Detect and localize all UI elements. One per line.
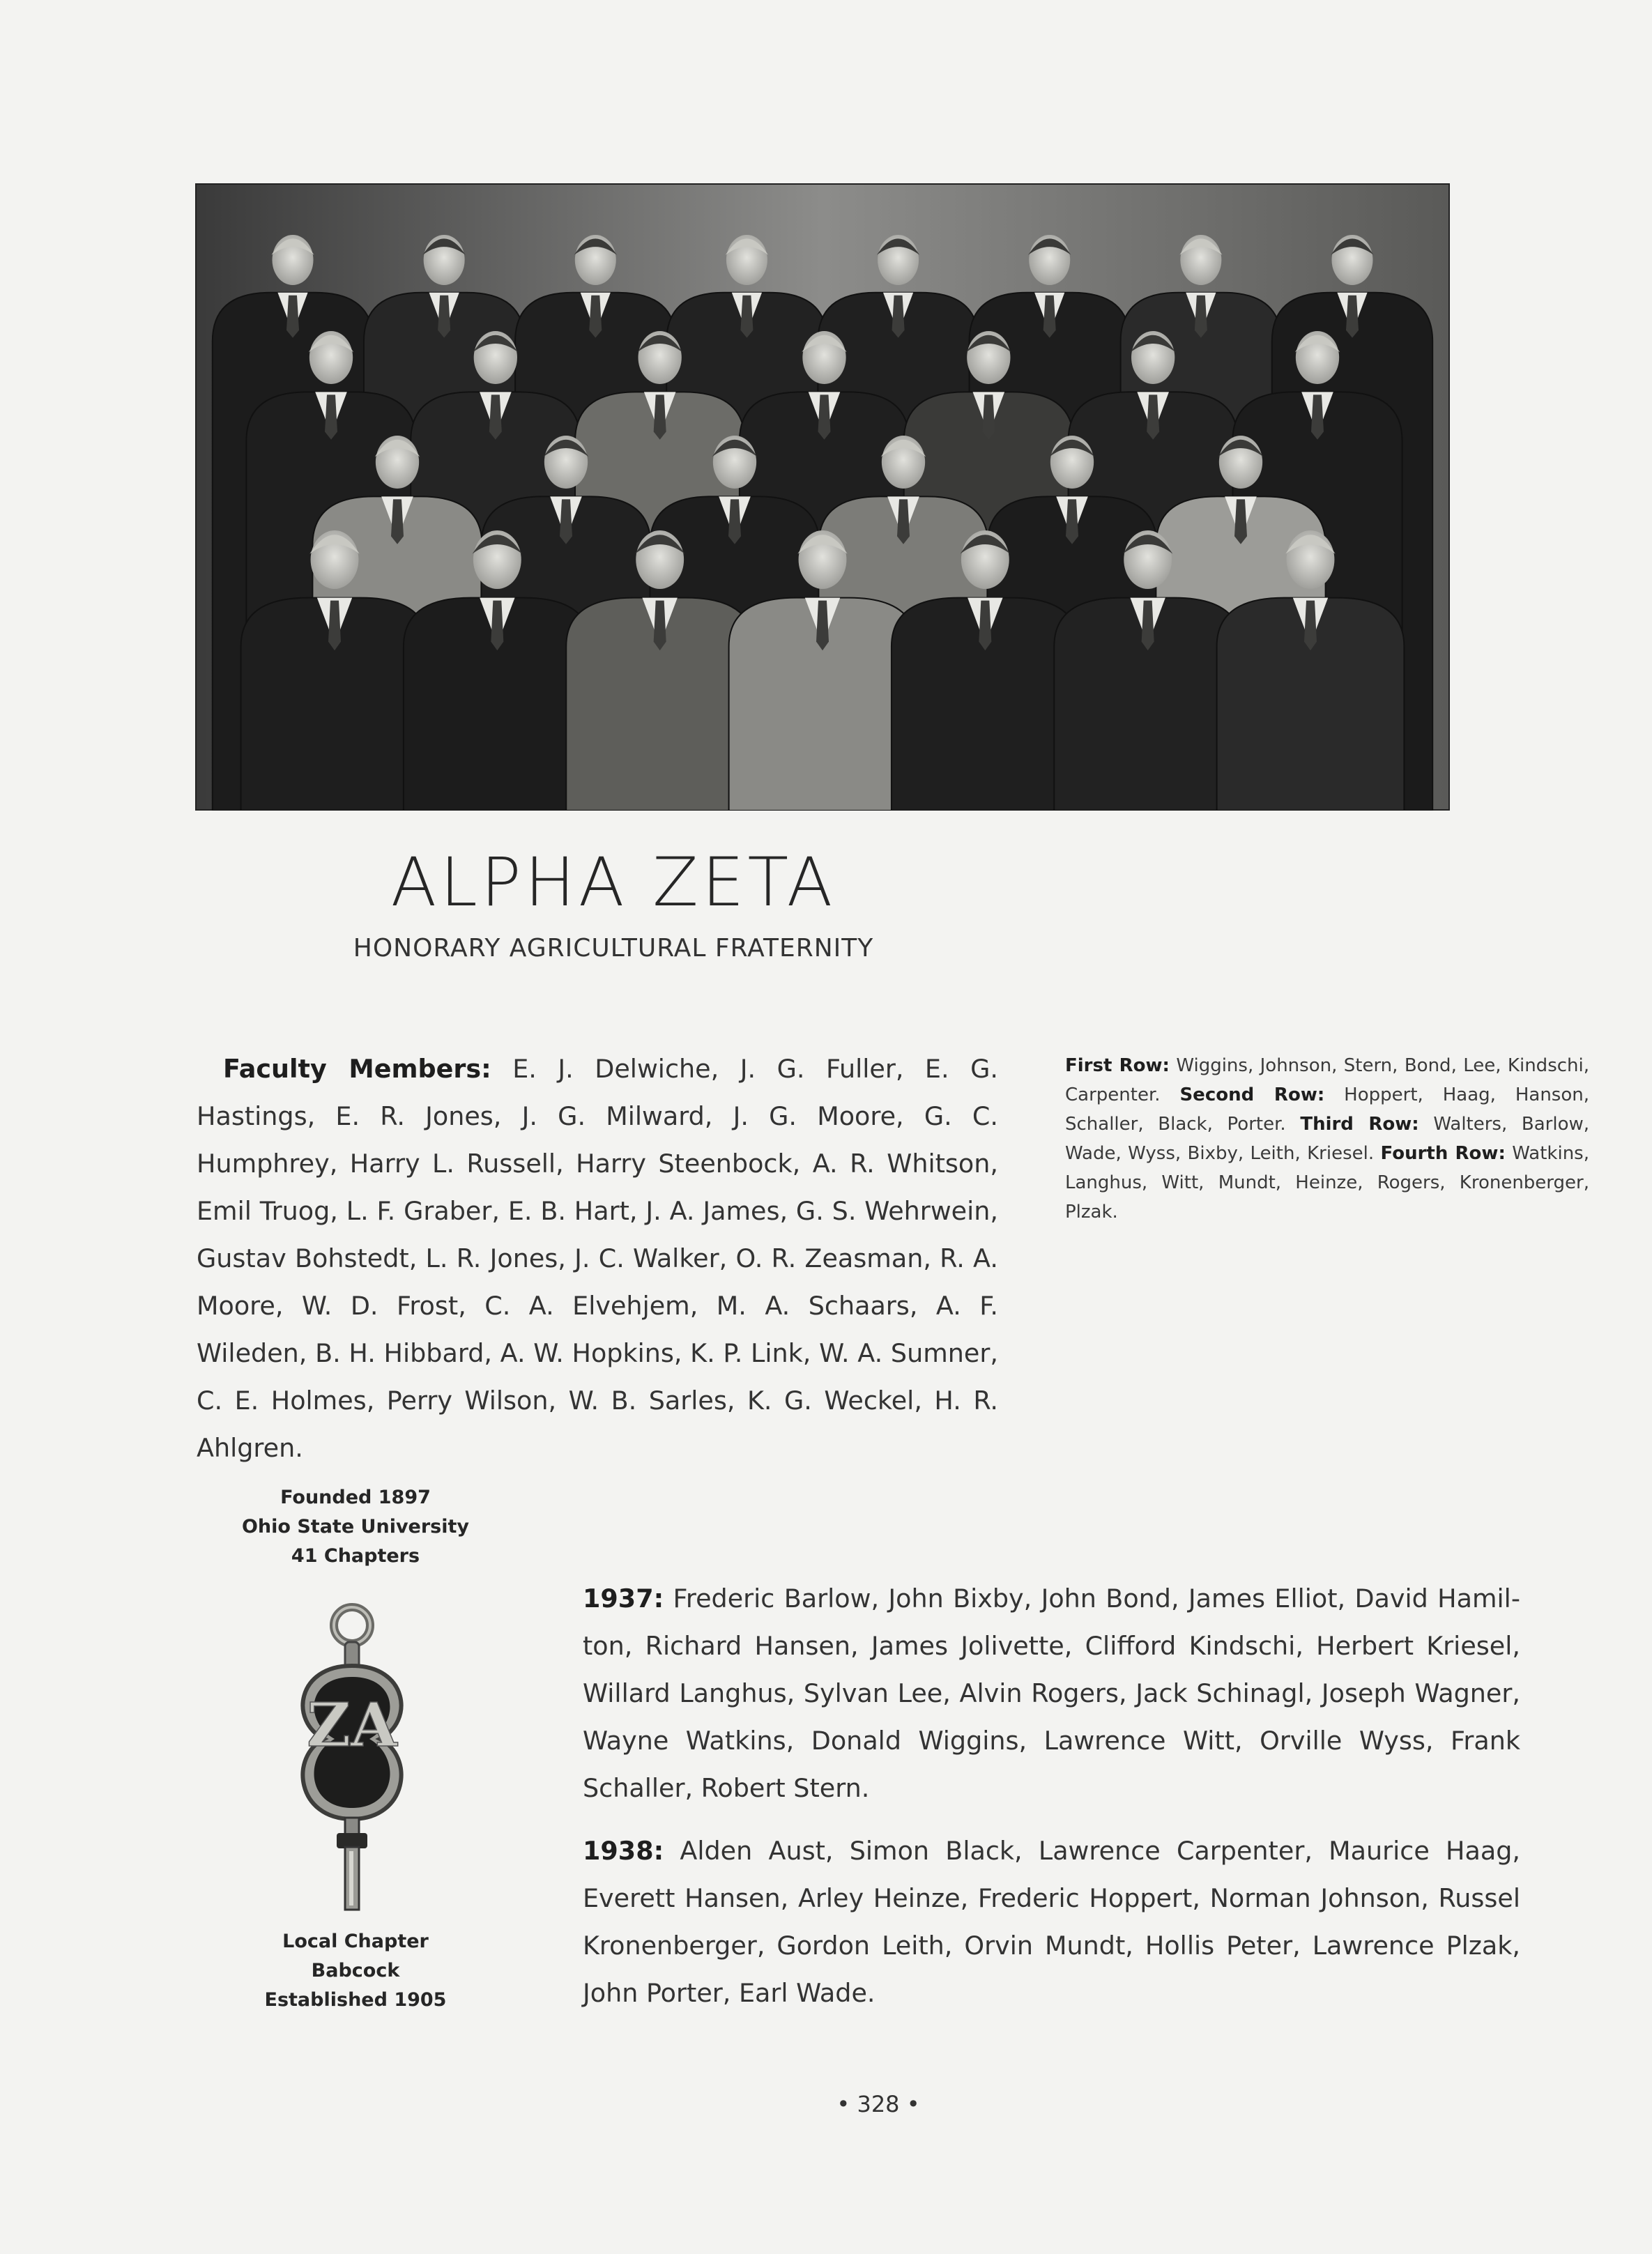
fourth-row-names: Watkins, Langhus, Witt, Mundt, Heinze, Rogers, Kronenberger, Plzak.	[1065, 1143, 1589, 1222]
page-title: ALPHA ZETA	[390, 843, 836, 921]
founded-university: Ohio State University	[241, 1516, 470, 1538]
members-1937	[583, 1575, 1520, 1812]
local-established: Established 1905	[264, 1989, 447, 2011]
group-photograph	[195, 183, 1450, 811]
chapter-count: 41 Chapters	[291, 1545, 420, 1567]
page-number: • 328 •	[836, 2091, 920, 2117]
faculty-members-paragraph	[197, 1045, 998, 1472]
year-1938-names: Alden Aust, Simon Black, Lawrence Carpenter, Maurice Haag, Everett Hansen, Arley Heinze, Frederic Hoppert, Norman Johnson, Russel Kronenberger, Gordon Leith, Orvin Mundt, Hollis Peter, Lawrence Plzak, John Porter, Earl Wade.	[583, 1836, 1520, 2008]
fraternity-key-badge-icon	[282, 1596, 422, 1924]
faculty-label: Faculty Members:	[223, 1054, 491, 1084]
local-chapter-name: Babcock	[311, 1960, 400, 1981]
third-row-label: Third Row:	[1300, 1114, 1419, 1135]
year-1938-label: 1938:	[583, 1836, 664, 1866]
first-row-names: Wiggins, Johnson, Stern, Bond, Lee, Kindschi, Carpenter.	[1065, 1055, 1589, 1105]
year-1937-label: 1937:	[583, 1584, 664, 1613]
second-row-names: Hoppert, Haag, Hanson, Schaller, Black, Porter.	[1065, 1084, 1589, 1135]
faculty-list: E. J. Delwiche, J. G. Fuller, E. G. Hastings, E. R. Jones, J. G. Milward, J. G. Moore, G. C. Humphrey, Harry L. Russell, Harry Steenbock, A. R. Whitson, Emil Truog, L. F. Graber, E. B. Hart, J. A. James, G. S. Wehrwein, Gustav Bohstedt, L. R. Jones, J. C. Walker, O. R. Zeasman, R. A. Moore, W. D. Frost, C. A. Elvehjem, M. A. Schaars, A. F. Wileden, B. H. Hibbard, A. W. Hopkins, K. P. Link, W. A. Sumner, C. E. Holmes, Perry Wilson, W. B. Sarles, K. G. Weckel, H. R. Ahlgren.	[197, 1054, 998, 1463]
local-chapter-label: Local Chapter	[282, 1931, 429, 1952]
second-row-label: Second Row:	[1179, 1084, 1325, 1105]
fourth-row-label: Fourth Row:	[1380, 1143, 1506, 1164]
third-row-names: Walters, Barlow, Wade, Wyss, Bixby, Leith, Kriesel.	[1065, 1114, 1590, 1164]
page-subtitle: HONORARY AGRICULTURAL FRATERNITY	[353, 934, 874, 963]
founded-info	[230, 1483, 481, 1571]
year-1937-names: Frederic Barlow, John Bixby, John Bond, James Elliot, David Hamilton, Richard Hansen, James Jolivette, Clifford Kindschi, Herbert Kriesel, Willard Langhus, Sylvan Lee, Alvin Rogers, Jack Schinagl, Joseph Wagner, Wayne Watkins, Donald Wiggins, Lawrence Witt, Orville Wyss, Frank Schaller, Robert Stern.	[583, 1584, 1520, 1803]
photo-caption	[1065, 1051, 1589, 1227]
members-1938	[583, 1827, 1520, 2017]
first-row-label: First Row:	[1065, 1055, 1170, 1076]
badge-letter-z: ZA	[307, 1690, 397, 1761]
local-chapter-info	[230, 1927, 481, 2015]
founded-year: Founded 1897	[280, 1487, 431, 1508]
